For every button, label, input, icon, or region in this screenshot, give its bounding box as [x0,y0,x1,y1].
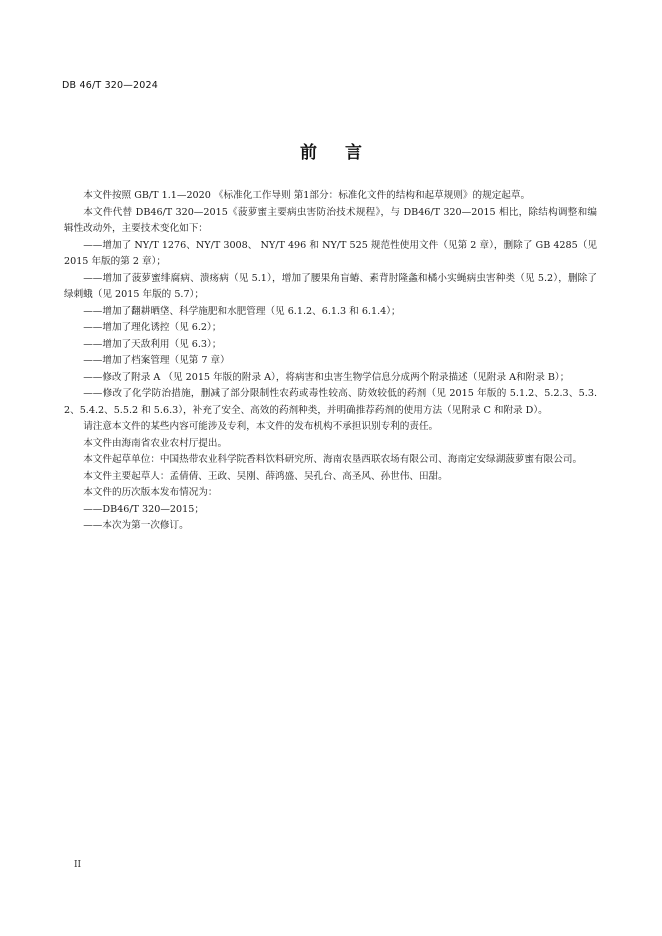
paragraph-drafters: 本文件主要起草人：孟倩倩、王政、吴刚、薛鸿盛、吴孔台、高圣风、孙世伟、田甜。 [83,470,448,482]
paragraph-version-history: 本文件的历次版本发布情况为： [83,487,218,498]
list-item-previous-version: ——DB46/T 320—2015； [83,503,204,515]
list-item-natural-enemies: ——增加了天敌利用（见 6.3）； [83,338,222,350]
paragraph-drafting-units: 本文件起草单位：中国热带农业科学院香料饮料研究所、海南农垦西联农场有限公司、海南定安绿湖菠萝蜜有限公司。 [83,454,583,465]
paragraph-drafting-rules: 本文件按照 GB/T 1.1—2020 《标准化工作导则 第1部分：标准化文件的结构和起草规则》的规定起草。 [83,190,531,201]
foreword-body [64,188,597,535]
list-item-revision-note: ——本次为第一次修订。 [83,520,189,531]
standard-code-header: DB 46/T 320—2024 [62,80,158,91]
paragraph-replacement: 本文件代替 DB46/T 320—2015《菠萝蜜主要病虫害防治技术规程》，与 DB46/T 320—2015 相比，除结构调整和编辑性改动外，主要技术变化如下： [64,206,597,234]
list-item-chemical-control: ——修改了化学防治措施，删减了部分限制性农药或毒性较高、防效较低的药剂（见 2015 年版的 5.1.2、5.2.3、5.3.2、5.4.2、5.5.2 和 5.6.3），补充了安全、高效的药剂种类，并明确推荐药剂的使用方法（见附录 C 和附录 D）。 [64,388,597,416]
page-title: 前言 [300,143,390,163]
list-item-normative-docs: ——增加了 NY/T 1276、NY/T 3008、 NY/T 496 和 NY/T 525 规范性使用文件（见第 2 章），删除了 GB 4285（见 2015 年版的第 2 章）； [64,239,597,267]
list-item-tillage: ——增加了翻耕晒垡、科学施肥和水肥管理（见 6.1.2、6.1.3 和 6.1.4）； [83,305,401,317]
page-number: II [74,860,82,870]
list-item-pest-species: ——增加了菠萝蜜绯腐病、溃疡病（见 5.1），增加了腰果角盲蝽、素背肘隆螽和橘小实蝇病虫害种类（见 5.2），删除了绿刺蛾（见 2015 年版的 5.7）； [64,272,597,300]
list-item-appendix-a: ——修改了附录 A （见 2015 年版的附录 A），将病害和虫害生物学信息分成两个附录描述（见附录 A和附录 B）； [83,371,570,383]
list-item-records: ——增加了档案管理（见第 7 章） [83,355,230,366]
paragraph-proposer: 本文件由海南省农业农村厅提出。 [83,437,228,449]
paragraph-patent-notice: 请注意本文件的某些内容可能涉及专利，本文件的发布机构不承担识别专利的责任。 [83,421,439,432]
list-item-physical-control: ——增加了理化诱控（见 6.2）； [83,322,222,333]
